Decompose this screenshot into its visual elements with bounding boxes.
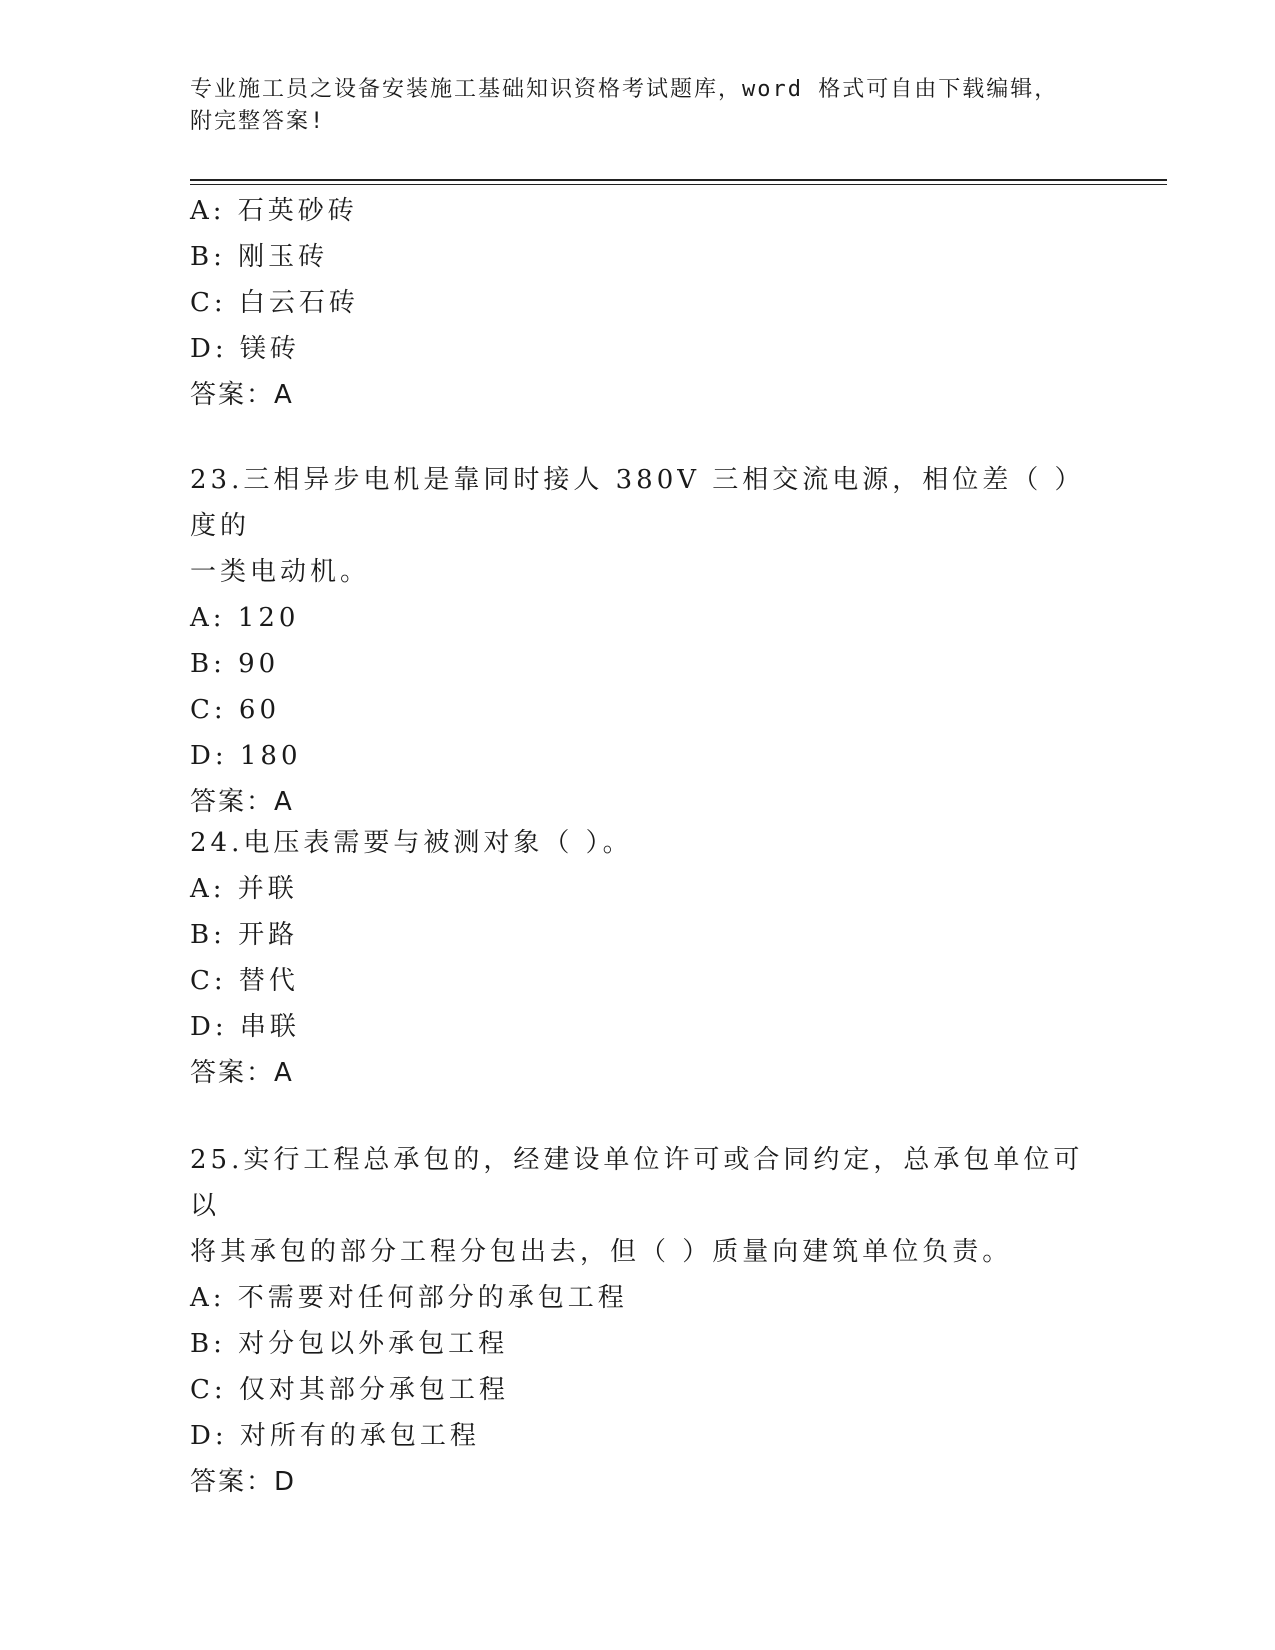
option-c: C: 60 — [190, 695, 281, 725]
option-d: D: 镁砖 — [190, 334, 300, 364]
question-stem-line-1: 24.电压表需要与被测对象（ ）。 — [190, 828, 633, 858]
question-22 — [190, 188, 1090, 418]
document-header — [190, 74, 1090, 138]
header-line-2: 附完整答案! — [190, 109, 326, 134]
option-b: B: 刚玉砖 — [190, 242, 329, 272]
option-a: A: 并联 — [190, 874, 298, 904]
question-24 — [190, 820, 1090, 1096]
option-c: C: 仅对其部分承包工程 — [190, 1375, 509, 1405]
header-line-1: 专业施工员之设备安装施工基础知识资格考试题库，word 格式可自由下载编辑， — [190, 77, 1059, 102]
question-stem-line-2: 一类电动机。 — [190, 557, 371, 587]
option-d: D: 180 — [190, 741, 302, 771]
option-d: D: 串联 — [190, 1012, 300, 1042]
option-b: B: 90 — [190, 649, 280, 679]
question-23 — [190, 457, 1090, 825]
question-25 — [190, 1137, 1090, 1505]
option-a: A: 石英砂砖 — [190, 196, 358, 226]
option-d: D: 对所有的承包工程 — [190, 1421, 480, 1451]
answer-line: 答案：A — [190, 1058, 294, 1088]
option-c: C: 白云石砖 — [190, 288, 359, 318]
header-rule-thin — [190, 184, 1167, 185]
option-a: A: 120 — [190, 603, 300, 633]
header-rule-thick — [190, 179, 1167, 181]
answer-line: 答案：A — [190, 380, 294, 410]
option-b: B: 开路 — [190, 920, 299, 950]
question-stem-line-1: 23.三相异步电机是靠同时接人 380V 三相交流电源，相位差（ ）度的 — [190, 465, 1085, 541]
question-stem-line-1: 25.实行工程总承包的，经建设单位许可或合同约定，总承包单位可以 — [190, 1145, 1084, 1221]
question-stem-line-2: 将其承包的部分工程分包出去，但（ ）质量向建筑单位负责。 — [190, 1237, 1013, 1267]
answer-line: 答案：A — [190, 787, 294, 817]
option-c: C: 替代 — [190, 966, 299, 996]
answer-line: 答案：D — [190, 1467, 297, 1497]
option-a: A: 不需要对任何部分的承包工程 — [190, 1283, 628, 1313]
option-b: B: 对分包以外承包工程 — [190, 1329, 509, 1359]
